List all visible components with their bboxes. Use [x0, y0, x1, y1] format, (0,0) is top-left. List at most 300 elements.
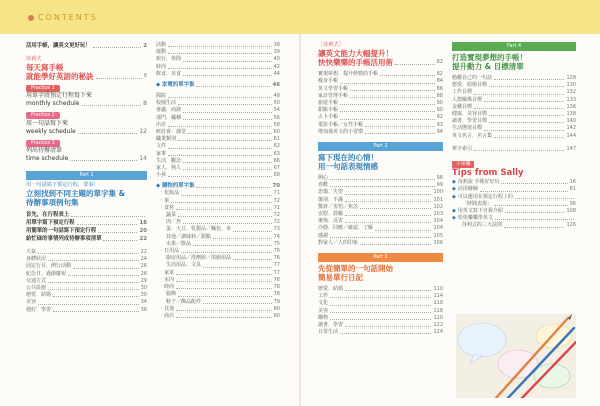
- entry-title: 用英文寫下自我介紹: [457, 208, 503, 215]
- leader-dots: [176, 310, 271, 311]
- entry-title: 戀愛．結婚目標: [452, 82, 488, 89]
- page-number: 26: [140, 263, 147, 270]
- entry-title: 實現夢想．提升幹勁的手帳: [318, 71, 379, 78]
- leader-dots: [340, 119, 435, 120]
- leader-dots: [505, 212, 565, 213]
- leader-dots: [494, 137, 564, 138]
- toc-entry[interactable]: [26, 219, 147, 227]
- page-number: 58: [273, 121, 280, 128]
- entry-title: 購物: [318, 314, 329, 321]
- page-number: 18: [139, 220, 147, 227]
- toc-entry[interactable]: [452, 125, 576, 132]
- part-bar: Part 4: [452, 42, 576, 51]
- page-number: 60: [273, 129, 280, 136]
- page-number: 124: [433, 329, 443, 336]
- leader-dots: [53, 296, 139, 297]
- entry-title: 英文名言．名言集: [452, 132, 493, 139]
- leader-dots: [71, 216, 145, 217]
- entry-title: 水果／飲品: [166, 240, 192, 247]
- toc-entry[interactable]: [26, 235, 147, 243]
- leader-dots: [484, 130, 564, 131]
- toc-entry[interactable]: [26, 307, 147, 314]
- page-number: 72: [273, 219, 280, 226]
- page-number: 100: [433, 189, 443, 196]
- page-number: 78: [273, 291, 280, 298]
- entry-title: 讀書．學習目標: [452, 118, 488, 125]
- entry-title: 週好．學習: [26, 306, 52, 313]
- page-number: 22: [140, 249, 147, 256]
- leader-dots: [330, 186, 435, 187]
- leader-dots: [181, 195, 271, 196]
- toc-entry[interactable]: [156, 277, 280, 284]
- toc-entry[interactable]: [156, 291, 280, 298]
- entry-title: ‧ 室內: [161, 276, 175, 283]
- page-number: 38: [273, 42, 280, 48]
- page-number: 140: [566, 118, 576, 125]
- toc-entry[interactable]: [318, 197, 443, 204]
- page-number: 118: [433, 300, 443, 307]
- entry-title: 家計管理手帳: [318, 92, 349, 99]
- bullet-icon: ◆: [452, 208, 456, 215]
- entry-title: 日常生活: [318, 329, 339, 336]
- page-number: 56: [273, 114, 280, 121]
- toc-entry[interactable]: [452, 133, 576, 140]
- part-bar: Part 3: [318, 253, 443, 262]
- practice-line: 用一句話寫下來: [26, 119, 69, 127]
- part-subtitle: 用一句話寫下預定行程，要事！: [26, 181, 99, 188]
- tips-box: [452, 161, 576, 230]
- leader-dots: [330, 305, 431, 306]
- entry-title: 紀念日．過節慶祝: [26, 270, 67, 277]
- entry-title: 讀書．學習: [318, 322, 344, 329]
- leader-dots: [340, 83, 435, 84]
- tips-heading: Tips from Sally: [452, 168, 524, 179]
- toc-entry[interactable]: [318, 286, 443, 293]
- bullet-icon: ◆: [452, 215, 456, 222]
- column-4: [452, 42, 576, 230]
- entry-title: 美容: [318, 307, 329, 314]
- bullet-icon: ◆: [452, 186, 456, 193]
- entry-title: 生活態度目標: [452, 125, 483, 132]
- page-number: 20: [139, 228, 147, 235]
- entry-title: 快快樂樂學英文: [457, 215, 493, 222]
- entry-title: 研討會．課堂: [156, 129, 187, 136]
- entry-title: 鞋子／飾品配件: [166, 298, 202, 305]
- page-number: 86: [436, 85, 443, 92]
- page-number: 42: [273, 63, 280, 70]
- page-number: 104: [433, 225, 443, 232]
- toc-entry[interactable]: [318, 293, 443, 300]
- page-number: 24: [140, 256, 147, 263]
- entry-title: 醫院: [156, 93, 167, 100]
- stationery-photo: [456, 314, 576, 398]
- leader-dots: [48, 260, 139, 261]
- leader-dots: [48, 282, 139, 283]
- chapter-title: 每天寫手帳: [26, 63, 64, 73]
- leader-dots: [330, 319, 431, 320]
- toc-entry[interactable]: [452, 97, 576, 104]
- entry-title: 增加飛英文的小習慣: [318, 128, 364, 135]
- page-number: 68: [273, 172, 280, 179]
- toc-entry[interactable]: [26, 271, 147, 278]
- entry-title: 活動: [156, 42, 167, 48]
- toc-entry[interactable]: [156, 313, 280, 320]
- leader-dots: [345, 215, 431, 216]
- toc-entry[interactable]: [318, 129, 443, 136]
- leader-dots: [183, 112, 272, 113]
- page-number: 98: [436, 175, 443, 182]
- page-number: 50: [273, 100, 280, 107]
- page-number: 28: [140, 270, 147, 277]
- toc-entry[interactable]: [452, 104, 576, 111]
- entry-title: 公共設施: [26, 285, 47, 292]
- toc-section[interactable]: ◆ 家電的單字集 46: [156, 82, 280, 89]
- page-number: 76: [273, 248, 280, 255]
- toc-entry[interactable]: [26, 211, 147, 219]
- entry-title: 人際關係目標: [452, 96, 483, 103]
- entry-title: 電影手帳／女性手帳: [318, 121, 364, 128]
- page-number: 73: [273, 226, 280, 233]
- toc-entry[interactable]: [156, 205, 280, 212]
- toc-entry[interactable]: [26, 278, 147, 285]
- leader-dots: [178, 104, 272, 105]
- page-number: 132: [566, 89, 576, 96]
- practice-block: [26, 108, 147, 135]
- toc-entry[interactable]: [318, 315, 443, 322]
- page-number: 130: [566, 82, 576, 89]
- toc-entry[interactable]: [156, 122, 280, 129]
- toc-entry[interactable]: [156, 262, 280, 269]
- entry-title: 固定行目．例行活動: [26, 263, 72, 270]
- toc-entry[interactable]: [318, 93, 443, 100]
- leader-dots: [360, 244, 431, 245]
- page-number: 138: [566, 111, 576, 118]
- entry-title: 後悔．反省: [318, 218, 344, 225]
- toc-entry[interactable]: [26, 299, 147, 306]
- entry-title: 生活．觀念: [156, 157, 182, 164]
- page-number: 105: [433, 232, 443, 239]
- leader-dots: [474, 94, 564, 95]
- entry-title: 英文學習手帳: [318, 85, 349, 92]
- leader-dots: [365, 133, 435, 134]
- toc-entry[interactable]: [156, 107, 280, 114]
- toc-entry[interactable]: [26, 227, 147, 235]
- tips-tag: 小專欄: [452, 161, 474, 168]
- leader-dots: [350, 90, 435, 91]
- toc-entry[interactable]: [318, 78, 443, 85]
- leader-dots: [330, 237, 431, 238]
- toc-entry[interactable]: [318, 189, 443, 196]
- page-number: 74: [273, 233, 280, 240]
- leader-dots: [176, 281, 271, 282]
- entry-title: 校園生活: [156, 100, 177, 107]
- leader-dots: [168, 148, 272, 149]
- toc-entry[interactable]: [26, 263, 147, 270]
- leader-dots: [345, 194, 431, 195]
- toc-entry[interactable]: [452, 89, 576, 96]
- leader-dots: [375, 230, 431, 231]
- entry-title: 肉／魚: [166, 219, 182, 226]
- leader-dots: [168, 176, 272, 177]
- toc-entry[interactable]: 就能學好英語的秘訣 6: [26, 72, 147, 82]
- leader-dots: [53, 311, 139, 312]
- toc-entry[interactable]: [318, 308, 443, 315]
- practice-line: 用單字將預定行程寫下來: [26, 92, 93, 100]
- entry-title: 戀愛．結婚: [26, 292, 52, 299]
- entry-title: 占卜手帳: [318, 114, 339, 121]
- toc-entry[interactable]: [156, 172, 280, 179]
- page-number: 90: [436, 107, 443, 114]
- toc-entry[interactable]: [156, 234, 280, 241]
- entry-title: 甜點手帳: [318, 107, 339, 114]
- leader-dots: [176, 209, 271, 210]
- leader-dots: [183, 75, 272, 76]
- part-title: 待辦事項例句集: [26, 198, 79, 208]
- entry-title: ‧ 化妝品: [161, 190, 180, 197]
- leader-dots: [168, 68, 272, 69]
- toc-entry[interactable]: [156, 306, 280, 313]
- part-title: 立刻找到不同主題的單字集 &: [26, 189, 126, 199]
- leader-dots: [178, 296, 272, 297]
- toc-entry[interactable]: [318, 175, 443, 182]
- toc-entry[interactable]: [156, 42, 280, 49]
- leader-dots: [203, 267, 272, 268]
- page-number: 94: [436, 128, 443, 135]
- speech-bubble: [458, 323, 506, 357]
- leader-dots: [183, 169, 272, 170]
- entry-title: 時尚: [156, 63, 167, 70]
- toc-entry[interactable]: 活用手帳，讓英文更好玩！ 2: [26, 43, 147, 49]
- entry-title: 工作: [318, 293, 329, 300]
- part-title: 打造實現夢想的手帳！: [452, 53, 527, 62]
- entry-title: 其他／調味料／甜點: [166, 233, 212, 240]
- toc-entry[interactable]: [318, 204, 443, 211]
- leader-dots: [188, 133, 272, 134]
- entry-title: 生活用品．文具: [166, 262, 202, 269]
- leader-dots: [73, 268, 139, 269]
- page-number: 142: [566, 125, 576, 132]
- toc-entry[interactable]: 單字索引 147: [452, 145, 576, 152]
- entry-title: 部門．職稱: [156, 114, 182, 121]
- leader-dots: [330, 179, 435, 180]
- leader-dots: [350, 97, 435, 98]
- toc-entry[interactable]: [156, 158, 280, 165]
- entry-title: 蔬菜: [166, 212, 177, 219]
- entry-title: 交通方式: [26, 277, 47, 284]
- toc-entry[interactable]: [156, 64, 280, 71]
- page-number: 16: [569, 179, 576, 186]
- leader-dots: [98, 232, 137, 233]
- toc-entry[interactable]: [156, 71, 280, 78]
- toc-entry[interactable]: weekly schedule 12: [26, 127, 147, 135]
- page-number: 40: [273, 56, 280, 63]
- page-gutter: [299, 34, 301, 406]
- leader-dots: [183, 223, 272, 224]
- toc-entry[interactable]: time schedule 14: [26, 154, 147, 162]
- toc-entry[interactable]: 快快樂樂的手帳活用術 82: [318, 58, 443, 68]
- page-number: 96: [569, 200, 576, 207]
- practice-tag: Practice 3: [26, 140, 60, 147]
- leader-dots: [103, 240, 137, 241]
- entry-title: 莎莉流 手帳好好玩: [457, 179, 500, 186]
- toc-entry[interactable]: [156, 241, 280, 248]
- entry-title: 會議．商談: [156, 107, 182, 114]
- leader-dots: [48, 289, 139, 290]
- entry-title: 冷靜．回應／確認．了解: [318, 225, 374, 232]
- leader-dots: [504, 227, 564, 228]
- toc-section[interactable]: ◆ 購物的單字集 70: [156, 183, 280, 190]
- leader-dots: [77, 224, 138, 225]
- page-number: 34: [140, 299, 147, 306]
- toc-entry[interactable]: [156, 56, 280, 63]
- entry-title: 傷別．不滿: [318, 196, 344, 203]
- entry-title: 「時間表現」: [462, 200, 493, 207]
- page-number: 66: [273, 157, 280, 164]
- page-number: 122: [433, 322, 443, 329]
- toc-entry[interactable]: [452, 186, 576, 193]
- leader-dots: [183, 162, 272, 163]
- page-number: 71: [273, 204, 280, 211]
- entry-title: 廚房用品／洗劑組／浴廁用品: [166, 255, 232, 262]
- leader-dots: [233, 231, 272, 232]
- entry-title: 旅行．休閒: [156, 56, 182, 63]
- entry-title: 身體狀況: [26, 256, 47, 263]
- toc-entry[interactable]: [156, 165, 280, 172]
- leader-dots: [183, 119, 272, 120]
- toc-entry[interactable]: [318, 122, 443, 129]
- toc-entry[interactable]: [452, 194, 576, 201]
- toc-entry[interactable]: [318, 225, 443, 232]
- entry-title: 文件: [156, 143, 167, 150]
- entry-title: 可以運用在預定行程上的: [457, 193, 513, 200]
- page-number: 36: [140, 306, 147, 313]
- entry-title: 喜歡: [318, 182, 329, 189]
- page-number: 78: [273, 284, 280, 291]
- page-number: 54: [273, 107, 280, 114]
- entry-title: 用簡單的一句話寫下預定行程: [26, 228, 97, 235]
- leader-dots: [176, 317, 271, 318]
- toc-entry[interactable]: [318, 329, 443, 336]
- leader-dots: [168, 126, 272, 127]
- toc-entry[interactable]: [156, 198, 280, 205]
- toc-entry[interactable]: [156, 190, 280, 197]
- page-number: 144: [566, 132, 576, 139]
- page-number: 133: [566, 96, 576, 103]
- toc-entry[interactable]: [318, 114, 443, 121]
- entry-title: 金錢目標: [452, 103, 473, 110]
- page-number: 88: [436, 92, 443, 99]
- column-1: [26, 42, 147, 314]
- bullet-icon: ◆: [452, 193, 456, 200]
- toc-entry[interactable]: [452, 201, 576, 208]
- entry-title: 服飾: [166, 291, 177, 298]
- column-2: [156, 42, 280, 320]
- entry-title: 大氣: [26, 249, 37, 256]
- page-number: 77: [273, 269, 280, 276]
- entry-title: 開心: [318, 175, 329, 182]
- page-number: 62: [273, 143, 280, 150]
- entry-title: 首先，在行程表上: [26, 212, 70, 219]
- part-title: 用一句話表現情感: [318, 162, 378, 172]
- page-number: 44: [273, 70, 280, 77]
- page-number: 63: [273, 150, 280, 157]
- page-number: 101: [433, 196, 443, 203]
- toc-entry[interactable]: [156, 299, 280, 306]
- page-number: 78: [273, 276, 280, 283]
- chapter-title: 讓英文能力大幅提升！: [318, 49, 393, 59]
- author-label: ［莎莉式］: [318, 42, 344, 48]
- leader-dots: [168, 155, 272, 156]
- toc-entry[interactable]: monthly schedule 8: [26, 100, 147, 108]
- page-number: 99: [436, 182, 443, 189]
- leader-dots: [168, 53, 272, 54]
- entry-title: 職業類別: [156, 136, 177, 143]
- toc-entry[interactable]: [156, 270, 280, 277]
- toc-entry[interactable]: [156, 143, 280, 150]
- leader-dots: [345, 326, 431, 327]
- toc-entry[interactable]: [156, 151, 280, 158]
- leader-dots: [193, 245, 272, 246]
- leader-dots: [213, 238, 272, 239]
- toc-entry[interactable]: [318, 86, 443, 93]
- toc-entry[interactable]: [26, 292, 147, 299]
- page-number: 75: [273, 240, 280, 247]
- toc-entry[interactable]: [156, 136, 280, 143]
- leader-dots: [178, 216, 272, 217]
- page-number: 82: [436, 71, 443, 78]
- leader-dots: [489, 115, 564, 116]
- entry-title: 安慰．鼓勵: [318, 211, 344, 218]
- entry-title: 旅遊手帳: [318, 100, 339, 107]
- toc-entry[interactable]: [156, 115, 280, 122]
- page-number: 120: [433, 314, 443, 321]
- leader-dots: [489, 86, 564, 87]
- entry-title: 文化: [318, 300, 329, 307]
- entry-title: 勉勵自己的一句話: [452, 75, 493, 81]
- column-3: [318, 42, 443, 336]
- toc-entry[interactable]: [318, 240, 443, 247]
- toc-entry[interactable]: [452, 222, 576, 229]
- page-number: 79: [273, 298, 280, 305]
- entry-title: 出差: [156, 121, 167, 128]
- leader-dots: [345, 290, 431, 291]
- leader-dots: [365, 126, 435, 127]
- leader-dots: [360, 208, 431, 209]
- entry-title: ‧ 果: [161, 197, 170, 204]
- page-number: 39: [273, 49, 280, 56]
- page-number: 126: [566, 222, 576, 229]
- page-number: 61: [273, 136, 280, 143]
- leader-dots: [178, 140, 272, 141]
- author-label: 莎莉式: [26, 56, 42, 62]
- page-number: 114: [433, 293, 443, 300]
- toc-entry[interactable]: [156, 226, 280, 233]
- page-number: 103: [433, 211, 443, 218]
- contents-label: [28, 13, 98, 22]
- entry-title: 運動: [156, 49, 167, 56]
- leader-dots: [171, 202, 271, 203]
- practice-tag: Practice 2: [26, 112, 60, 119]
- leader-dots: [38, 253, 139, 254]
- page-number: 102: [433, 203, 443, 210]
- entry-title: 家事: [156, 150, 167, 157]
- part-title: 提升動力 & 目標清單: [452, 62, 524, 71]
- entry-title: ‧ 商店: [161, 312, 175, 319]
- entry-title: ‧ 家電: [161, 269, 175, 276]
- toc-entry[interactable]: [318, 300, 443, 307]
- toc-entry[interactable]: [318, 233, 443, 240]
- leader-dots: [181, 252, 271, 253]
